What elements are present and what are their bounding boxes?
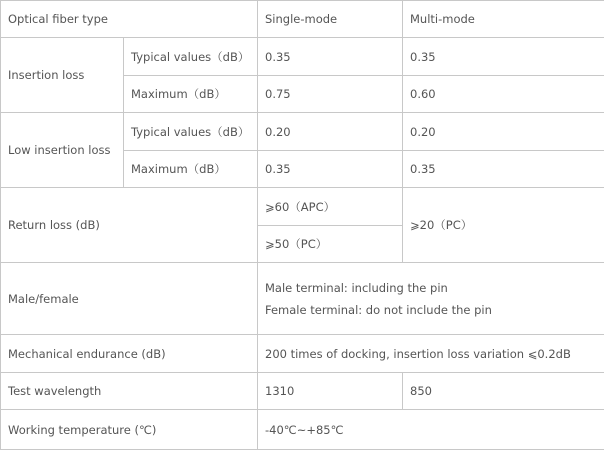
mechanical-endurance-value: 200 times of docking, insertion loss variation ⩽0.2dB (258, 335, 604, 373)
low-insertion-loss-typical-multi: 0.20 (403, 113, 604, 151)
table-row (1, 373, 604, 410)
low-insertion-loss-maximum-single: 0.35 (258, 151, 403, 188)
male-female-value (258, 263, 604, 335)
test-wavelength-single: 1310 (258, 373, 403, 410)
table-row (1, 1, 604, 38)
table-row (1, 113, 604, 151)
working-temperature-label: Working temperature (℃) (1, 410, 258, 450)
return-loss-single-apc: ⩾60（APC） (258, 188, 403, 226)
test-wavelength-multi: 850 (403, 373, 604, 410)
return-loss-label: Return loss (dB) (1, 188, 258, 263)
header-single-mode-cell: Single-mode (258, 1, 403, 38)
return-loss-multi-pc: ⩾20（PC） (403, 188, 604, 263)
test-wavelength-label: Test wavelength (1, 373, 258, 410)
table-row (1, 188, 604, 226)
mechanical-endurance-label: Mechanical endurance (dB) (1, 335, 258, 373)
low-insertion-loss-maximum-multi: 0.35 (403, 151, 604, 188)
table-row (1, 38, 604, 76)
low-insertion-loss-maximum-label: Maximum（dB） (124, 151, 258, 188)
insertion-loss-label: Insertion loss (1, 38, 124, 113)
male-female-label: Male/female (1, 263, 258, 335)
low-insertion-loss-typical-label: Typical values（dB） (124, 113, 258, 151)
insertion-loss-maximum-single: 0.75 (258, 76, 403, 113)
header-multi-mode-cell: Multi-mode (403, 1, 604, 38)
low-insertion-loss-label: Low insertion loss (1, 113, 124, 188)
table-row (1, 263, 604, 335)
insertion-loss-maximum-multi: 0.60 (403, 76, 604, 113)
male-terminal-text: Male terminal: including the pin (265, 280, 448, 295)
insertion-loss-maximum-label: Maximum（dB） (124, 76, 258, 113)
return-loss-single-pc: ⩾50（PC） (258, 226, 403, 263)
low-insertion-loss-typical-single: 0.20 (258, 113, 403, 151)
female-terminal-text: Female terminal: do not include the pin (265, 302, 492, 317)
insertion-loss-typical-single: 0.35 (258, 38, 403, 76)
table-row (1, 335, 604, 373)
table-row (1, 410, 604, 450)
header-type-cell: Optical fiber type (1, 1, 258, 38)
working-temperature-value: -40℃~+85℃ (258, 410, 604, 450)
insertion-loss-typical-multi: 0.35 (403, 38, 604, 76)
insertion-loss-typical-label: Typical values（dB） (124, 38, 258, 76)
